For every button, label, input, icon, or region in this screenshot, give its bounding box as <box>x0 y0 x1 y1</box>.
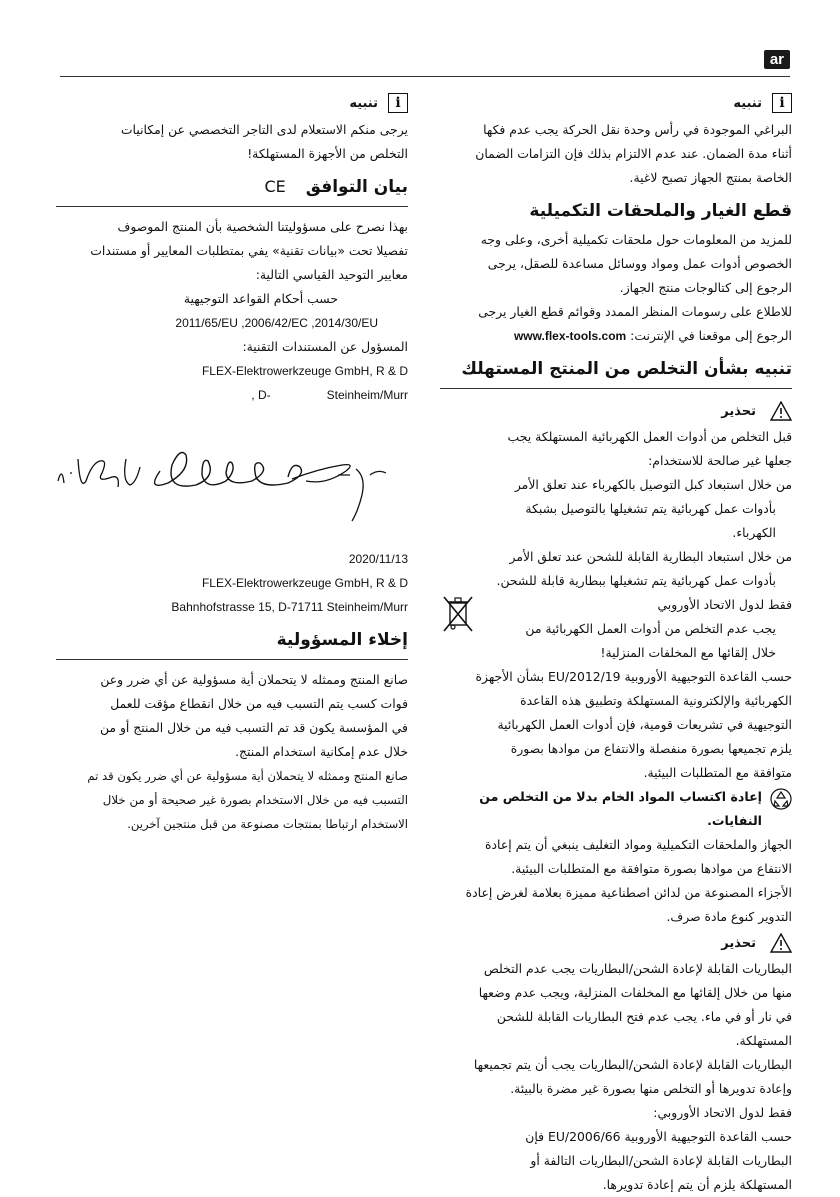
weee-block <box>440 593 792 665</box>
liability-line: فوات كسب يتم التسبب فيه من خلال انقطاع مؤقت للعمل <box>110 696 408 711</box>
note-line: يرجى منكم الاستعلام لدى التاجر التخصصي عن إمكانيات <box>120 122 408 137</box>
note-line: البراغي الموجودة في رأس وحدة نقل الحركة يجب عدم فكها <box>483 122 792 137</box>
company-name: FLEX-Elektrowerkzeuge GmbH, R & D <box>201 576 408 590</box>
liability-line: خلال عدم إمكانية استخدام المنتج. <box>235 744 408 759</box>
weee-line: خلال إلقائها مع المخلفات المنزلية! <box>600 645 776 660</box>
liability-line: في المؤسسة يكون قد تم التسبب فيه من خلال المنتج أو من <box>99 720 408 735</box>
right-column <box>440 90 792 1197</box>
note-header <box>440 90 792 116</box>
battery-warning-line: وإعادة تدويرها أو التخلص منها بصورة غير مضرة بالبيئة. <box>510 1081 792 1096</box>
spare-line: للمزيد من المعلومات حول ملحقات تكميلية أخرى، وعلى وجه <box>480 232 792 247</box>
battery-line: المستهلكة يلزم أن يتم إعادة تدويرها. <box>602 1177 792 1192</box>
battery-line: البطاريات القابلة لإعادة الشحن/البطاريات التالفة أو <box>530 1153 792 1168</box>
language-badge: ar <box>764 50 790 69</box>
spare-line-text: الرجوع إلى موقعنا في الإنترنت: <box>630 328 792 343</box>
warning-header <box>440 397 792 425</box>
directive-line: يلزم تجميعها بصورة منفصلة والانتفاع من موادها بصورة <box>510 741 792 756</box>
recycle-icon <box>770 788 792 810</box>
note-line: الخاصة بمنتج الجهاز تصبح لاغية. <box>629 170 792 185</box>
warning-line: جعلها غير صالحة للاستخدام: <box>648 453 792 468</box>
website-link[interactable]: www.flex-tools.com <box>513 329 627 343</box>
battery-warning-line: البطاريات القابلة لإعادة الشحن/البطاريات يجب أن يتم تجميعها <box>473 1057 792 1072</box>
liability-line: صانع المنتج وممثله لا يتحملان أية مسؤولية عن أي ضرر يكون قد تم <box>87 769 408 783</box>
directive-line: الكهربائية والإلكترونية المستهلكة وتطبيق هذه القاعدة <box>520 693 792 708</box>
conformity-line: تفصيلا تحت «بيانات تقنية» يفي بمتطلبات المعايير أو مستندات <box>90 243 408 258</box>
liability-line: صانع المنتج وممثله لا يتحملان أية مسؤولية عن أي ضرر وعن <box>100 672 408 687</box>
recycle-line: الأجزاء المصنوعة من لدائن اصطناعية مميزة بعلامة لغرض إعادة <box>465 885 792 900</box>
recycle-line: الانتفاع من موادها بصورة متوافقة مع المتطلبات البيئية. <box>511 861 792 876</box>
directive-list: 2011/65/EU ,2006/42/EC ,2014/30/EU <box>175 316 378 330</box>
info-icon: i <box>388 93 408 113</box>
note-title: تنبيه <box>733 95 762 111</box>
warning-title: تحذير <box>721 403 756 419</box>
conformity-title: بيان التوافق <box>305 177 408 197</box>
crossed-bin-icon <box>440 593 476 633</box>
warning-icon <box>770 933 792 953</box>
spare-line: للاطلاع على رسومات المنظر الممدد وقوائم قطع الغيار يرجى <box>478 304 792 319</box>
directive-line: التوجيهية في تشريعات قومية، فإن أدوات العمل الكهربائية <box>497 717 792 732</box>
weee-line: يجب عدم التخلص من أدوات العمل الكهربائية من <box>525 621 776 636</box>
recycle-line: التدوير كنوع مادة صرف. <box>666 909 792 924</box>
conformity-line: بهذا نصرح على مسؤوليتنا الشخصية بأن المنتج الموصوف <box>117 219 408 234</box>
address-part-b: Steinheim/Murr <box>326 388 408 402</box>
left-column <box>56 90 408 836</box>
info-icon: i <box>772 93 792 113</box>
recycle-block <box>440 785 792 833</box>
warning-item: من خلال استبعاد البطارية القابلة للشحن عند تعلق الأمر <box>509 549 792 564</box>
warning-item: بأدوات عمل كهربائية يتم تشغيلها بالتوصيل بشبكة <box>525 501 776 516</box>
warning-item: الكهرباء. <box>732 525 776 540</box>
ce-mark: CE <box>264 177 286 196</box>
note-title: تنبيه <box>349 95 378 111</box>
signature-image <box>56 411 408 531</box>
warning-icon <box>770 401 792 421</box>
liability-heading: إخلاء المسؤولية <box>56 627 408 660</box>
conformity-line: معايير التوحيد القياسي التالية: <box>255 267 408 282</box>
spare-parts-heading: قطع الغيار والملحقات التكميلية <box>529 201 792 221</box>
liability-line: التسبب فيه من خلال الاستخدام بصورة غير صحيحة أو من خلال <box>102 793 408 807</box>
warning-item: من خلال استبعاد كبل التوصيل بالكهرباء عند تعلق الأمر <box>514 477 792 492</box>
battery-line: حسب القاعدة التوجيهية الأوروبية 2006/66/EU فإن <box>525 1129 792 1144</box>
address-part-a: , D- <box>251 388 271 402</box>
liability-line: الاستخدام ارتباطا بمنتجات مصنوعة من قبل منتجين آخرين. <box>127 817 408 831</box>
battery-warning-line: في نار أو في ماء. يجب عدم فتح البطاريات القابلة للشحن <box>496 1009 792 1024</box>
company-name: FLEX-Elektrowerkzeuge GmbH, R & D <box>201 364 408 378</box>
eu-only-label: فقط لدول الاتحاد الأوروبي <box>657 597 792 612</box>
battery-warning-line: المستهلكة. <box>735 1033 792 1048</box>
warning-title: تحذير <box>721 935 756 951</box>
conformity-heading <box>56 174 408 207</box>
spare-line <box>440 324 792 348</box>
disposal-heading: تنبيه بشأن التخلص من المنتج المستهلك <box>440 356 792 389</box>
eu-only-label: فقط لدول الاتحاد الأوروبي: <box>653 1105 792 1120</box>
address-partial <box>56 383 408 407</box>
battery-warning-line: منها من خلال إلقائها مع المخلفات المنزلية، ويجب عدم وضعها <box>478 985 792 1000</box>
tech-docs-label: المسؤول عن المستندات التقنية: <box>242 339 408 354</box>
spare-line: الرجوع إلى كتالوجات منتج الجهاز. <box>619 280 792 295</box>
warning-line: قبل التخلص من أدوات العمل الكهربائية المستهلكة يجب <box>507 429 792 444</box>
company-address: Bahnhofstrasse 15, D-71711 Steinheim/Murr <box>171 600 408 614</box>
recycle-line: الجهاز والملحقات التكميلية ومواد التغليف ينبغي أن يتم إعادة <box>485 837 792 852</box>
warning-header <box>440 929 792 957</box>
warning-item: بأدوات عمل كهربائية يتم تشغيلها ببطارية قابلة للشحن. <box>496 573 776 588</box>
weee-text <box>484 593 792 665</box>
page-header <box>60 48 790 77</box>
note-line: أثناء مدة الضمان. عند عدم الالتزام بذلك فإن التزامات الضمان <box>475 146 792 161</box>
note-line: التخلص من الأجهزة المستهلكة! <box>247 146 408 161</box>
directive-line: متوافقة مع المتطلبات البيئية. <box>643 765 792 780</box>
recycle-title: إعادة اكتساب المواد الخام بدلا من التخلص من النفايات. <box>479 789 762 828</box>
directive-line: حسب القاعدة التوجيهية الأوروبية 2012/19/EU بشأن الأجهزة <box>475 669 792 684</box>
battery-warning-line: البطاريات القابلة لإعادة الشحن/البطاريات يجب عدم التخلص <box>483 961 792 976</box>
note-header <box>56 90 408 116</box>
conformity-rule: حسب أحكام القواعد التوجيهية <box>183 291 338 306</box>
spare-line: الخصوص أدوات عمل ومواد ووسائل مساعدة للصقل، يرجى <box>487 256 792 271</box>
signature-date: 2020/11/13 <box>348 552 408 566</box>
